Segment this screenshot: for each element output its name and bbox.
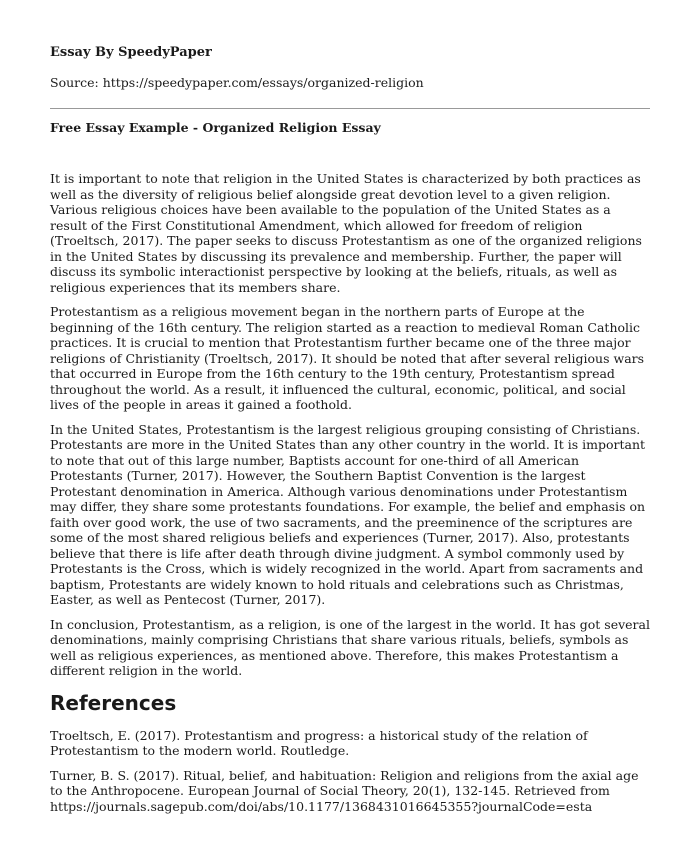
- document-header: [50, 44, 650, 91]
- essay-paragraph-2: Protestantism as a religious movement began in the northern parts of Europe at the beginning of the 16th century. The religion started as a reaction to medieval Roman Catholic practices. It is crucial to mention that Protestantism further became one of the three major religions of Christianity (Troeltsch, 2017). It should be noted that after several religious wars that occurred in Europe from the 16th century to the 19th century, Protestantism spread throughout the world. As a result, it influenced the cultural, economic, political, and social lives of the people in areas it gained a foothold.: [50, 304, 645, 412]
- header-divider: [50, 108, 650, 109]
- essay-body: [50, 171, 650, 823]
- references-heading: References: [50, 690, 177, 715]
- essay-paragraph-3: In the United States, Protestantism is the largest religious grouping consisting of Christians. Protestants are more in the United States than any other country in the world. It is important to note that out of this large number, Baptists account for one-third of all American Protestants (Turner, 2017). However, the Southern Baptist Convention is the largest Protestant denomination in America. Although various denominations under Protestantism may differ, they share some protestants foundations. For example, the belief and emphasis on faith over good work, the use of two sacraments, and the preeminence of the scriptures are some of the most shared religious beliefs and experiences (Turner, 2017). Also, protestants believe that there is life after death through divine judgment. A symbol commonly used by Protestants is the Cross, which is widely recognized in the world. Apart from sacraments and baptism, Protestants are widely known to hold rituals and celebrations such as Christmas, Easter, as well as Pentecost (Turner, 2017).: [50, 421, 646, 607]
- essay-paragraph-4: In conclusion, Protestantism, as a religion, is one of the largest in the world. It has got several denominations, mainly comprising Christians that share various rituals, beliefs, symbols as well as religious experiences, as mentioned above. Therefore, this makes Protestantism a different religion in the world.: [50, 616, 650, 678]
- essay-paragraph-1: It is important to note that religion in the United States is characterized by both practices as well as the diversity of religious belief alongside great devotion level to a given religion. Various religious choices have been available to the population of the United States as a result of the First Constitutional Amendment, which allowed for freedom of religion (Troeltsch, 2017). The paper seeks to discuss Protestantism as one of the organized religions in the United States by discussing its prevalence and membership. Further, the paper will discuss its symbolic interactionist perspective by looking at the beliefs, rituals, as well as religious experiences that its members share.: [50, 171, 642, 295]
- site-title: Essay By SpeedyPaper: [50, 45, 212, 60]
- reference-item-2: Turner, B. S. (2017). Ritual, belief, and habituation: Religion and religions from the axial age to the Anthropocene. European Journal of Social Theory, 20(1), 132-145. Retrieved from https://journals.sagepub.com/doi/abs/10.1177/1368431016645355?journalCode=esta: [50, 767, 639, 814]
- source-line: Source: https://speedypaper.com/essays/organized-religion: [50, 75, 424, 90]
- essay-title: Free Essay Example - Organized Religion Essay: [50, 120, 381, 135]
- reference-item-1: Troeltsch, E. (2017). Protestantism and progress: a historical study of the relation of Protestantism to the modern world. Routledge.: [50, 727, 588, 758]
